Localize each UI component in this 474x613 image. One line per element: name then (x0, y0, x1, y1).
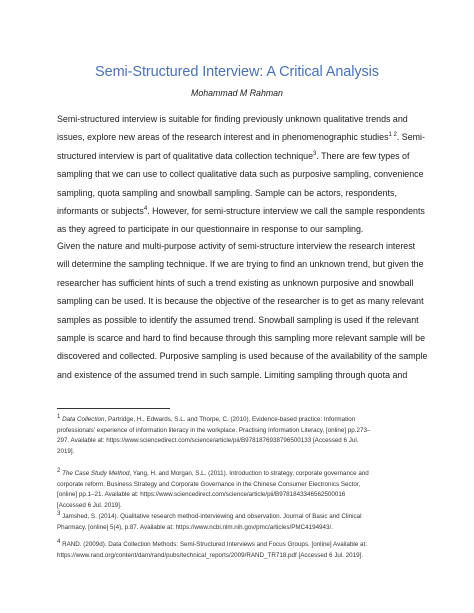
text-run: RAND. (2009d). Data Collection Methods: Semi-Structured Interviews and Focus Groups. [online] Available at: (60, 541, 367, 548)
paragraph-1 (57, 110, 425, 239)
paragraph-line (57, 202, 425, 220)
footnote-line: professionals' experience of information literacy in the workplace. Practising Information Literacy, [online] pp.273– (57, 426, 371, 434)
footnote-ref[interactable]: 1 2 (388, 132, 397, 139)
paragraph-line: sampling, quota sampling and snowball sampling. Sample can be actors, respondents, (57, 187, 397, 198)
paragraph-line: researcher has sufficient hints of such a trend existing as unknown purposive and snowball (57, 277, 414, 288)
footnote-2 (57, 469, 425, 511)
footnote-line: 2019]. (57, 447, 75, 455)
footnote-3 (57, 512, 425, 533)
footnote-number: 4 (57, 538, 61, 545)
footnote-line: [Accessed 6 Jul. 2019]. (57, 501, 122, 509)
paragraph-line: as they agreed to participate in our questionnaire in response to our sampling. (57, 224, 364, 235)
footnote-number: 1 (57, 413, 61, 420)
paragraph-line: will determine the sampling technique. If we are trying to find an unknown trend, but given the (57, 259, 424, 270)
footnote-line (57, 469, 425, 480)
footnote-line (57, 540, 425, 551)
text-run: Jamshed, S. (2014). Qualitative research method-interviewing and observation. Journal of Basic and Clinical (60, 513, 362, 520)
footnote-line (57, 512, 425, 523)
footnote-number: 2 (57, 467, 61, 474)
paragraph-line: Given the nature and multi-purpose activity of semi-structure interview the research interest (57, 241, 416, 251)
text-run: . Semi- (396, 132, 425, 143)
footnote-line[interactable]: [online] pp.1–21. Available at: https://www.sciencedirect.com/science/article/pii/B9781843346562500016 (57, 491, 346, 499)
footnote-line[interactable]: Pharmacy, [online] 5(4), p.87. Available at: https://www.ncbi.nlm.nih.gov/pmc/articles/PMC4194943/. (57, 523, 333, 531)
footnote-line[interactable]: 297. Available at: https://www.sciencedirect.com/science/article/pii/B9781876938796500133 [Accessed 6 Jul. (57, 437, 359, 445)
text-run: issues, explore new areas of the research interest and in phenomenographic studies (57, 132, 389, 143)
paragraph-line: sampling that we can use to collect qualitative data such as purposive sampling, convenience (57, 169, 424, 180)
text-run: informants or subjects (57, 205, 144, 216)
paragraph-2 (57, 237, 428, 384)
footnote-4 (57, 540, 425, 561)
footnote-1 (57, 415, 425, 457)
footnote-line (57, 415, 425, 426)
footnote-italic-title: Data Collection (62, 416, 105, 423)
text-run: structured interview is part of qualitative data collection technique (57, 150, 314, 161)
author-name: Mohammad M Rahman (191, 88, 283, 98)
text-run: , Yang, H. and Morgan, S.L. (2011). Introduction to strategy, corporate governance and (129, 470, 369, 477)
text-run: . There are few types of (316, 150, 410, 161)
paragraph-line (57, 147, 421, 165)
text-run: . However, for semi-structure interview we call the sample respondents (147, 205, 425, 216)
paragraph-line (57, 128, 425, 146)
paragraph-line: samples as possible to identify the assumed trend. Snowball sampling is used if the relevant (57, 314, 419, 325)
document-title: Semi-Structured Interview: A Critical Analysis (95, 64, 379, 80)
text-run: , Partridge, H., Edwards, S.L. and Thorpe, C. (2010). Evidence-based practice: Information (104, 416, 356, 423)
footnote-line: corporate reform. Business Strategy and Corporate Governance in the Chinese Consumer Electronics Sector, (57, 480, 361, 488)
paragraph-line: sample is scarce and hard to find because through this sampling more relevant sample will be (57, 332, 426, 343)
footnote-italic-title: The Case Study Method (62, 470, 130, 477)
paragraph-line: Semi-structured interview is suitable for finding previously unknown qualitative trends and (57, 114, 408, 124)
footnote-ref[interactable]: 3 (313, 150, 317, 157)
footnote-line[interactable]: https://www.rand.org/content/dam/rand/pubs/technical_reports/2009/RAND_TR718.pdf [Accessed 6 Jul. 2019]. (57, 551, 364, 559)
footnote-number: 3 (57, 510, 61, 517)
footnote-ref[interactable]: 4 (143, 205, 148, 212)
paragraph-line: discovered and collected. Purposive sampling is used because of the availability of the sample (57, 351, 428, 362)
paragraph-line: and existence of the assumed trend in such sample. Limiting sampling through quota and (57, 369, 408, 380)
paragraph-line: sampling can be used. It is because the objective of the researcher is to get as many relevant (57, 296, 424, 307)
footnote-separator (57, 408, 170, 409)
